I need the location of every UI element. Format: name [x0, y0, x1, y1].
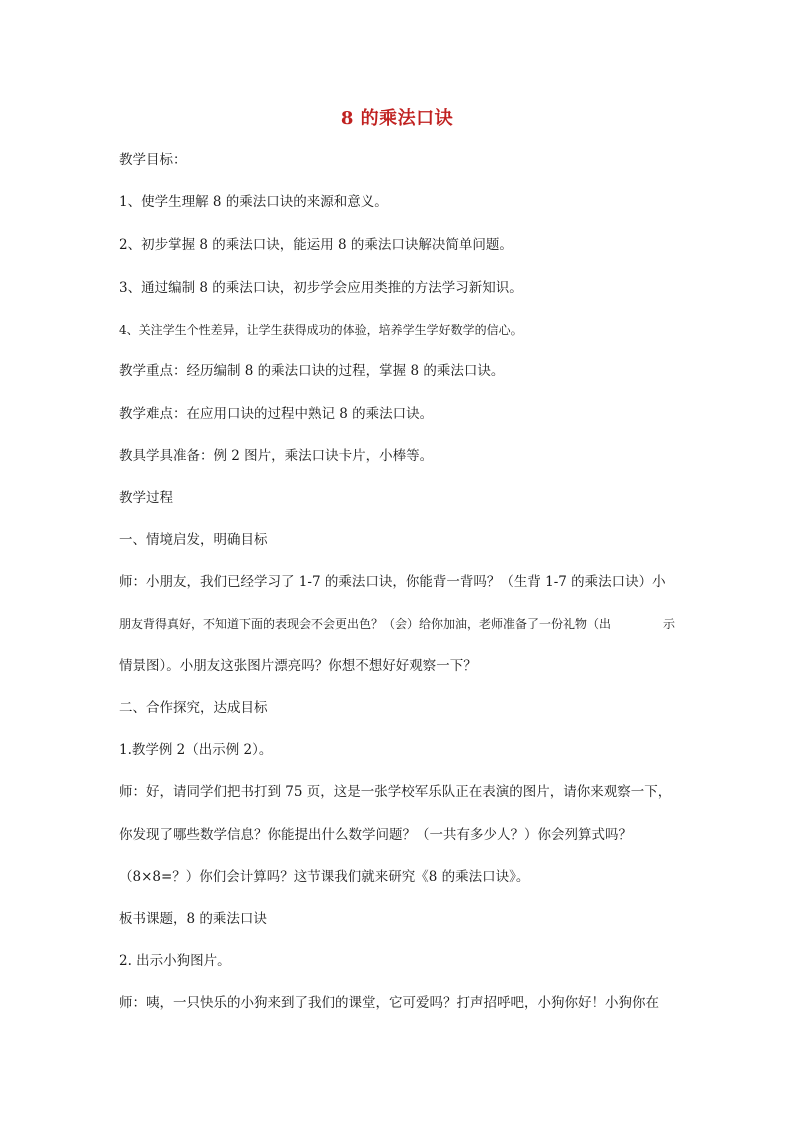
paragraph-objective-4: 4、关注学生个性差异，让学生获得成功的体验，培养学生学好数学的信心。 — [119, 323, 523, 337]
intro-line-2-tail: 示 — [662, 617, 675, 631]
paragraph-objectives-heading: 教学目标： — [119, 152, 187, 168]
paragraph-board-title: 板书课题，8 的乘法口诀 — [119, 911, 267, 927]
paragraph-key-point: 教学重点：经历编制 8 的乘法口诀的过程，掌握 8 的乘法口诀。 — [119, 363, 505, 379]
paragraph-teacher-intro-line-2 — [119, 615, 675, 633]
section-heading-2: 二、合作探究，达成目标 — [119, 700, 268, 716]
paragraph-teacher-intro-line-3: 情景图）。小朋友这张图片漂亮吗？你想不想好好观察一下？ — [119, 658, 477, 674]
paragraph-teacher-puppy: 师：咦，一只快乐的小狗来到了我们的课堂，它可爱吗？打声招呼吧，小狗你好！小狗你在 — [119, 995, 659, 1011]
paragraph-difficulty: 教学难点：在应用口诀的过程中熟记 8 的乘法口诀。 — [119, 406, 434, 422]
paragraph-process-heading: 教学过程 — [119, 490, 173, 506]
paragraph-objective-2: 2、初步掌握 8 的乘法口诀，能运用 8 的乘法口诀解决简单问题。 — [119, 237, 513, 253]
document-title: 8 的乘法口诀 — [340, 108, 454, 129]
paragraph-teacher-book-line-2: 你发现了哪些数学信息？你能提出什么数学问题？（一共有多少人？）你会列算式吗？ — [119, 827, 632, 843]
paragraph-teacher-intro-line-1: 师：小朋友，我们已经学习了 1-7 的乘法口诀，你能背一背吗？（生背 1-7 的乘法口诀）小 — [119, 574, 666, 590]
paragraph-example-2: 1.教学例 2（出示例 2）。 — [119, 742, 273, 758]
paragraph-objective-1: 1、使学生理解 8 的乘法口诀的来源和意义。 — [119, 194, 388, 210]
section-heading-1: 一、情境启发，明确目标 — [119, 532, 268, 548]
paragraph-teacher-book-line-3: （8×8=？）你们会计算吗？这节课我们就来研究《8 的乘法口诀》。 — [119, 869, 530, 885]
paragraph-teacher-book-line-1: 师：好，请同学们把书打到 75 页，这是一张学校军乐队正在表演的图片，请你来观察一下， — [119, 784, 672, 800]
intro-line-2-text: 朋友背得真好，不知道下面的表现会不会更出色？（会）给你加油，老师准备了一份礼物（出 — [119, 617, 612, 631]
paragraph-show-puppy: 2. 出示小狗图片。 — [119, 953, 231, 969]
paragraph-objective-3: 3、通过编制 8 的乘法口诀，初步学会应用类推的方法学习新知识。 — [119, 280, 523, 296]
paragraph-materials: 教具学具准备：例 2 图片，乘法口诀卡片，小棒等。 — [119, 448, 434, 464]
